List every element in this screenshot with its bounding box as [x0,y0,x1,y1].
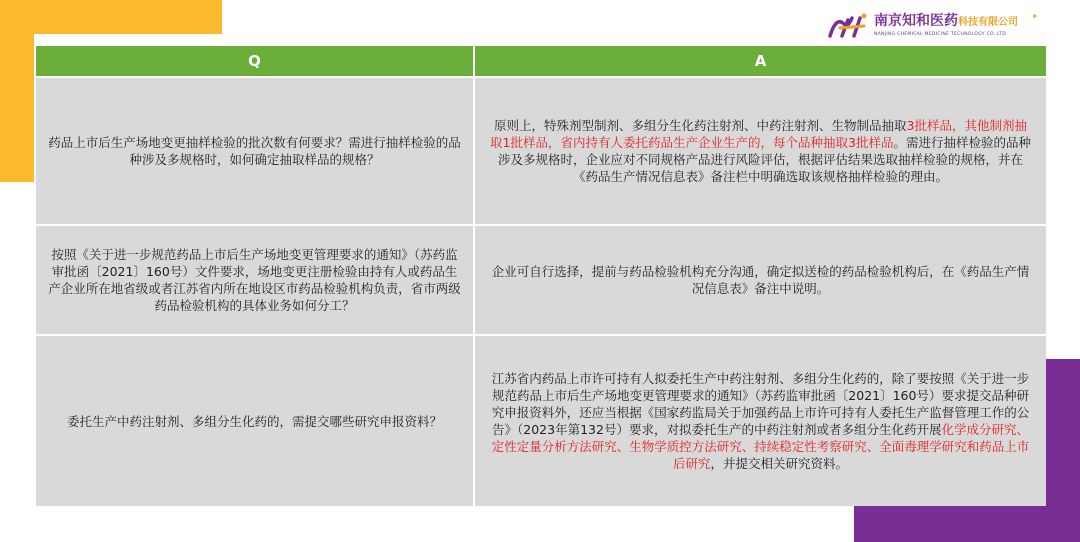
column-header-q: Q [36,46,473,76]
table-header-row [36,46,1046,76]
table-row [36,336,1046,506]
answer-highlight: 化学成分研究、定性定量分析方法研究、生物学质控方法研究、持续稳定性考察研究、全面毒理学研究和药品上市后研究 [491,422,1030,471]
answer-cell [475,226,1046,334]
logo-mark-icon [826,10,870,40]
question-cell: 药品上市后生产场地变更抽样检验的批次数有何要求？需进行抽样检验的品种涉及多规格时，如何确定抽取样品的规格？ [36,78,473,224]
answer-cell [475,336,1046,506]
qa-table [34,44,1048,508]
answer-text: 江苏省内药品上市许可持有人拟委托生产中药注射剂、多组分生化药的，除了要按照《关于进一步规范药品上市后生产场地变更管理要求的通知》（苏药监审批函〔2021〕160号）要求提交品种研究申报资料外，还应当根据《国家药监局关于加强药品上市许可持有人委托生产监督管理工作的公告》（2023年第132号）要求，对拟委托生产的中药注射剂或者多组分生化药开展 [491,371,1030,437]
answer-text: ，并提交相关研究资料。 [710,456,849,471]
logo-chinese-name [874,13,1018,31]
answer-text: 。需进行抽样检验的品种涉及多规格时，企业应对不同规格产品进行风险评估，根据评估结果选取抽样检验的规格，并在《药品生产情况信息表》备注栏中明确选取该规格抽样检验的理由。 [497,135,1031,184]
company-logo [826,8,1066,42]
logo-name: 南京知和医药 [874,12,958,29]
answer-cell [475,78,1046,224]
sparkle-icon: ✦ [1031,12,1038,21]
column-header-a: A [475,46,1046,76]
question-cell: 委托生产中药注射剂、多组分生化药的，需提交哪些研究申报资料？ [36,336,473,506]
table-row [36,78,1046,224]
answer-text: 原则上，特殊剂型制剂、多组分生化药注射剂、中药注射剂、生物制品抽取 [494,118,907,133]
answer-text: 企业可自行选择，提前与药品检验机构充分沟通，确定拟送检的药品检验机构后，在《药品生产情况信息表》备注中说明。 [491,264,1030,296]
logo-english-name: NANJING CHEMICAL MEDICINE TECHNOLOGY CO.,LTD [874,31,1007,37]
question-cell: 按照《关于进一步规范药品上市后生产场地变更管理要求的通知》（苏药监审批函〔2021〕160号）文件要求，场地变更注册检验由持有人或药品生产企业所在地省级或者江苏省内所在地设区市药品检验机构负责，省市两级药品检验机构的具体业务如何分工？ [36,226,473,334]
answer-highlight: 3批样品，其他制剂抽取1批样品，省内持有人委托药品生产企业生产的，每个品种抽取3批样品 [490,118,1027,150]
table-row [36,226,1046,334]
logo-suffix: 科技有限公司 [958,16,1018,28]
